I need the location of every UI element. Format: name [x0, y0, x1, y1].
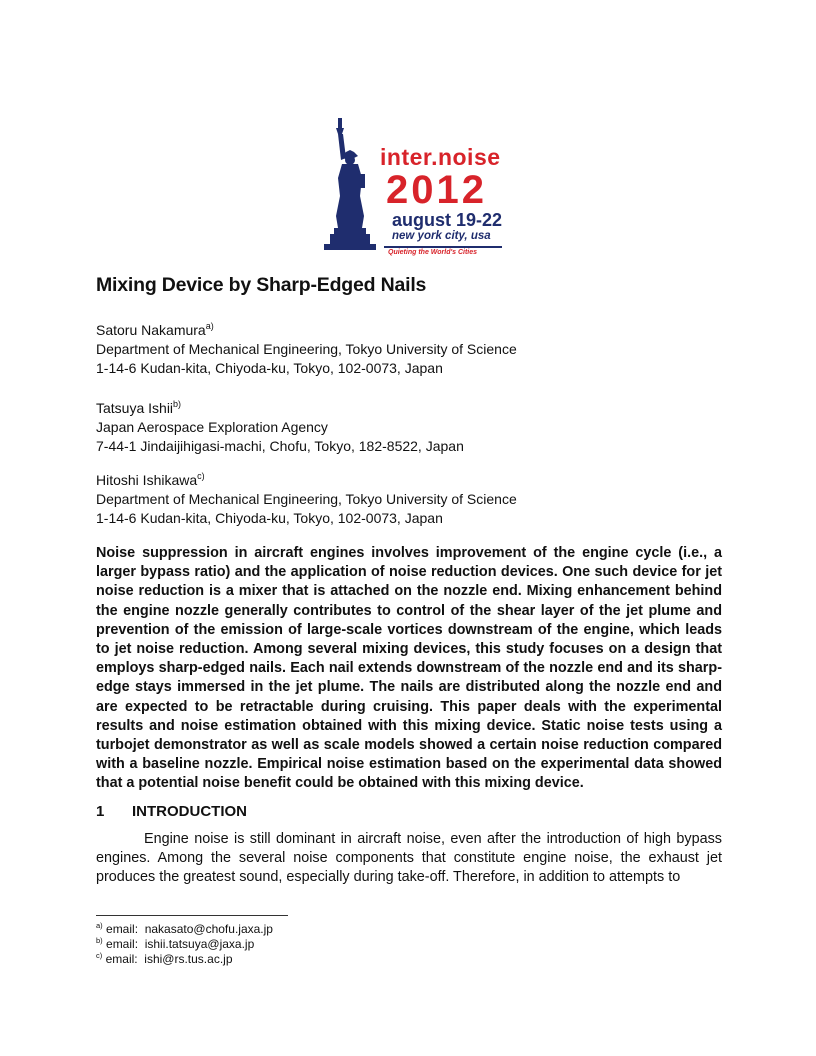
footnote-label: email: — [106, 922, 139, 936]
author-address: 1-14-6 Kudan-kita, Chiyoda-ku, Tokyo, 102-0073, Japan — [96, 360, 443, 376]
footnote-item — [96, 937, 273, 952]
footnote-label: email: — [105, 952, 138, 966]
author-address: 7-44-1 Jindaijihigasi-machi, Chofu, Tokyo, 182-8522, Japan — [96, 438, 464, 454]
footnotes — [96, 922, 273, 967]
author-affiliation: Japan Aerospace Exploration Agency — [96, 419, 328, 435]
logo-dates: august 19-22 — [392, 210, 503, 230]
section-title: INTRODUCTION — [132, 803, 247, 820]
logo-year: 2012 — [386, 168, 487, 212]
author-block-3 — [96, 471, 517, 528]
author-mark: c) — [197, 471, 205, 481]
author-name: Tatsuya Ishii — [96, 400, 174, 416]
author-mark: a) — [205, 321, 214, 331]
footnote-divider — [96, 915, 288, 916]
paper-title: Mixing Device by Sharp-Edged Nails — [96, 274, 427, 296]
logo-tagline: Quieting the World's Cities — [388, 249, 478, 256]
logo-divider — [384, 246, 502, 248]
footnote-email[interactable]: ishi@rs.tus.ac.jp — [144, 952, 233, 966]
footnote-mark: b) — [96, 936, 103, 945]
conference-logo — [320, 116, 510, 264]
intro-paragraph: Engine noise is still dominant in aircraft noise, even after the introduction of high bypass engines. Among the several noise components that constitute engine noise, the exhaust jet produces the greatest sound, especially during take-off. Therefore, in addition to attempts to — [96, 831, 722, 886]
footnote-item — [96, 952, 273, 967]
section-heading — [96, 803, 247, 820]
author-name: Satoru Nakamura — [96, 322, 206, 338]
author-affiliation: Department of Mechanical Engineering, Tokyo University of Science — [96, 491, 517, 507]
logo-wordmark: inter.noise — [380, 144, 501, 170]
footnote-email[interactable]: nakasato@chofu.jaxa.jp — [144, 922, 273, 936]
author-block-1 — [96, 321, 517, 378]
footnote-label: email: — [106, 937, 139, 951]
footnote-mark: c) — [96, 951, 103, 960]
author-block-2 — [96, 399, 464, 456]
abstract: Noise suppression in aircraft engines involves improvement of the engine cycle (i.e., a larger bypass ratio) and the application of noise reduction devices. One such device for jet noise reduction is a mixer that is attached on the nozzle end. Mixing enhancement behind the engine nozzle generally contributes to control of the shear layer of the jet plume and prevention of the emission of large-scale vortices downstream of the engine, which leads to jet noise reduction. Among several mixing devices, this study focuses on a design that employs sharp-edged nails. Each nail extends downstream of the nozzle end and its sharp-edge stays immersed in the jet plume. The nails are distributed along the nozzle end and are expected to be retractable during cruising. This paper deals with the experimental results and noise estimation obtained with this mixing device. Static noise tests using a turbojet demonstrator as well as scale models showed a certain noise reduction compared with a baseline nozzle. Empirical noise estimation based on the experimental data showed that a potential noise benefit could be obtained with this mixing device. — [96, 545, 722, 792]
footnote-email[interactable]: ishii.tatsuya@jaxa.jp — [144, 937, 255, 951]
footnote-mark: a) — [96, 921, 103, 930]
section-number: 1 — [96, 803, 105, 820]
author-mark: b) — [173, 399, 182, 409]
footnote-item — [96, 922, 273, 937]
author-name: Hitoshi Ishikawa — [96, 472, 198, 488]
author-address: 1-14-6 Kudan-kita, Chiyoda-ku, Tokyo, 102-0073, Japan — [96, 510, 443, 526]
author-affiliation: Department of Mechanical Engineering, Tokyo University of Science — [96, 341, 517, 357]
logo-city: new york city, usa — [392, 230, 491, 242]
